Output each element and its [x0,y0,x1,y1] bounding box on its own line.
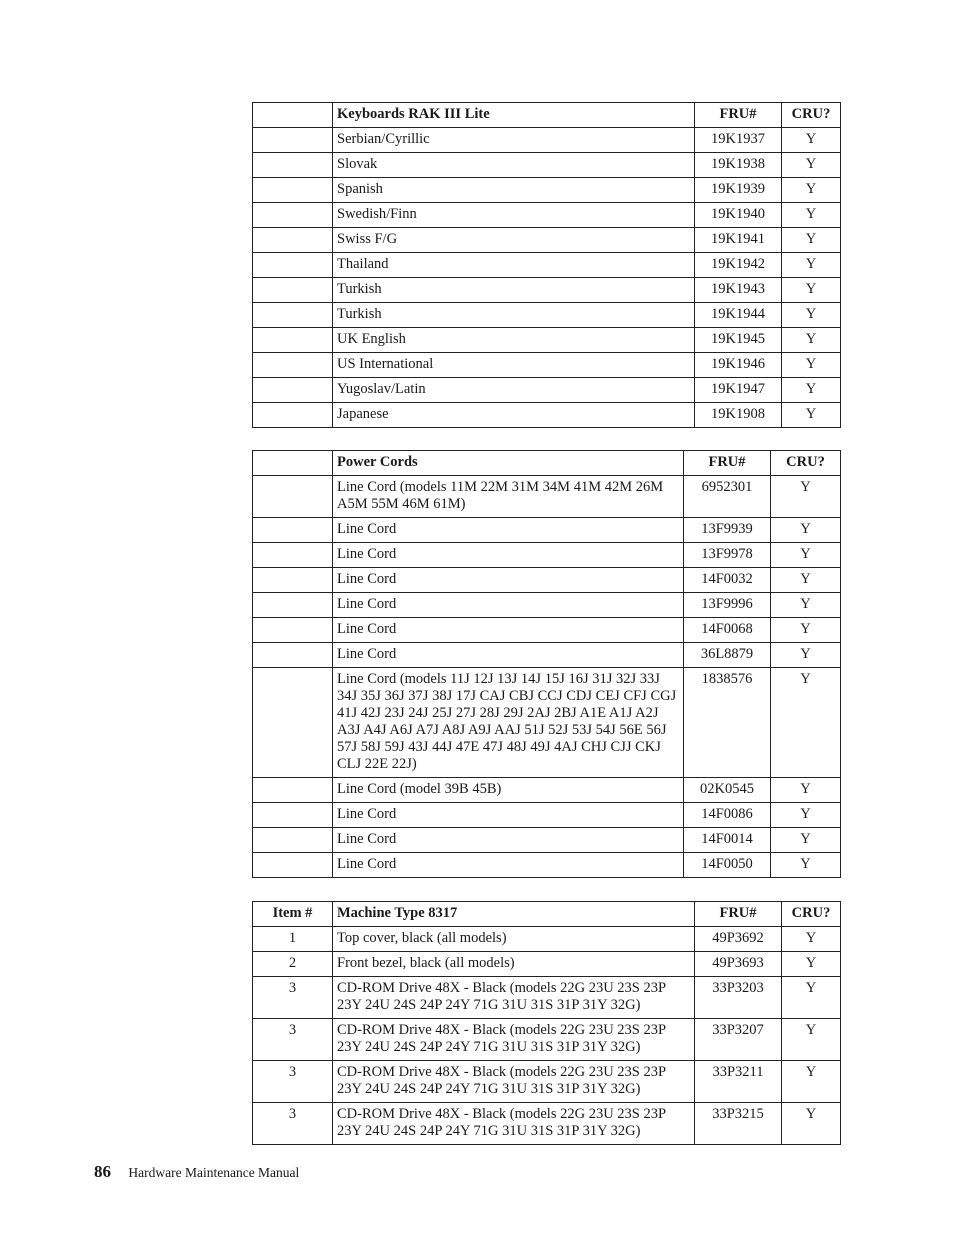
page-number: 86 [94,1162,111,1181]
column-header: CRU? [782,902,841,927]
fru-cell: 19K1940 [695,203,782,228]
column-header: Machine Type 8317 [333,902,695,927]
item-cell [253,278,333,303]
fru-cell: 14F0068 [684,618,771,643]
cru-cell: Y [782,253,841,278]
table-row [253,668,841,778]
description-cell: Spanish [333,178,695,203]
table-row [253,203,841,228]
cru-cell: Y [782,353,841,378]
table-row [253,303,841,328]
table-row [253,153,841,178]
item-cell [253,303,333,328]
item-cell: 2 [253,952,333,977]
cru-cell: Y [771,853,841,878]
table-row [253,977,841,1019]
fru-cell: 13F9978 [684,543,771,568]
manual-title: Hardware Maintenance Manual [128,1165,300,1180]
cru-cell: Y [782,977,841,1019]
fru-cell: 33P3211 [695,1061,782,1103]
column-header: Keyboards RAK III Lite [333,103,695,128]
description-cell: Line Cord [333,543,684,568]
cru-cell: Y [782,153,841,178]
fru-cell: 33P3215 [695,1103,782,1145]
item-cell: 3 [253,1103,333,1145]
item-cell [253,253,333,278]
cru-cell: Y [782,952,841,977]
description-cell: Japanese [333,403,695,428]
fru-cell: 33P3203 [695,977,782,1019]
table-row [253,618,841,643]
description-cell: Front bezel, black (all models) [333,952,695,977]
column-header [253,103,333,128]
description-cell: Thailand [333,253,695,278]
item-cell [253,518,333,543]
cru-cell: Y [771,643,841,668]
fru-cell: 19K1941 [695,228,782,253]
description-cell: UK English [333,328,695,353]
item-cell [253,178,333,203]
table-row [253,593,841,618]
table-row [253,518,841,543]
description-cell: Swedish/Finn [333,203,695,228]
fru-cell: 49P3692 [695,927,782,952]
item-cell [253,778,333,803]
fru-cell: 14F0086 [684,803,771,828]
cru-cell: Y [782,1019,841,1061]
cru-cell: Y [771,543,841,568]
keyboards-table [252,102,841,428]
item-cell: 3 [253,1019,333,1061]
cru-cell: Y [782,378,841,403]
description-cell: Serbian/Cyrillic [333,128,695,153]
item-cell [253,476,333,518]
cru-cell: Y [771,518,841,543]
table-row [253,927,841,952]
header-row [253,451,841,476]
item-cell: 3 [253,1061,333,1103]
item-cell [253,543,333,568]
cru-cell: Y [771,593,841,618]
column-header [253,451,333,476]
table-row [253,403,841,428]
table-row [253,128,841,153]
cru-cell: Y [782,178,841,203]
cru-cell: Y [771,803,841,828]
table-row [253,568,841,593]
table-row [253,803,841,828]
description-cell: Line Cord [333,593,684,618]
fru-cell: 19K1939 [695,178,782,203]
description-cell: Top cover, black (all models) [333,927,695,952]
cru-cell: Y [782,1103,841,1145]
cru-cell: Y [771,668,841,778]
fru-cell: 13F9996 [684,593,771,618]
item-cell [253,803,333,828]
table-row [253,1061,841,1103]
cru-cell: Y [782,228,841,253]
table-row [253,278,841,303]
cru-cell: Y [771,618,841,643]
item-cell [253,668,333,778]
cru-cell: Y [782,927,841,952]
cru-cell: Y [782,278,841,303]
table-row [253,853,841,878]
description-cell: Line Cord (model 39B 45B) [333,778,684,803]
cru-cell: Y [782,128,841,153]
table-row [253,778,841,803]
description-cell: Swiss F/G [333,228,695,253]
table-row [253,328,841,353]
description-cell: Line Cord [333,518,684,543]
table-row [253,378,841,403]
cru-cell: Y [771,568,841,593]
column-header: FRU# [695,902,782,927]
cru-cell: Y [782,303,841,328]
header-row [253,103,841,128]
description-cell: Line Cord [333,853,684,878]
table-row [253,253,841,278]
table-row [253,952,841,977]
table-row [253,643,841,668]
item-cell [253,353,333,378]
fru-cell: 14F0014 [684,828,771,853]
description-cell: Line Cord [333,643,684,668]
machine-type-table [252,901,841,1145]
item-cell [253,568,333,593]
fru-cell: 19K1937 [695,128,782,153]
fru-cell: 49P3693 [695,952,782,977]
column-header: FRU# [695,103,782,128]
item-cell [253,378,333,403]
description-cell: Turkish [333,278,695,303]
power-cords-table [252,450,841,878]
description-cell: Turkish [333,303,695,328]
table-row [253,178,841,203]
item-cell [253,853,333,878]
fru-cell: 19K1947 [695,378,782,403]
item-cell [253,128,333,153]
fru-cell: 36L8879 [684,643,771,668]
description-cell: Yugoslav/Latin [333,378,695,403]
column-header: CRU? [771,451,841,476]
description-cell: CD-ROM Drive 48X - Black (models 22G 23U 23S 23P 23Y 24U 24S 24P 24Y 71G 31U 31S 31P 31Y 32G) [333,977,695,1019]
cru-cell: Y [782,203,841,228]
item-cell [253,828,333,853]
description-cell: Line Cord (models 11J 12J 13J 14J 15J 16J 31J 32J 33J 34J 35J 36J 37J 38J 17J CAJ CBJ CCJ CDJ CEJ CFJ CGJ 41J 42J 23J 24J 25J 27J 28J 29J 2AJ 2BJ A1E A1J A2J A3J A4J A6J A7J A8J A9J AAJ 51J 52J 53J 54J 56E 56J 57J 58J 59J 43J 44J 47E 47J 48J 49J 4AJ CHJ CJJ CKJ CLJ 22E 22J) [333,668,684,778]
header-row [253,902,841,927]
item-cell [253,618,333,643]
description-cell: Line Cord [333,803,684,828]
fru-cell: 02K0545 [684,778,771,803]
item-cell [253,328,333,353]
column-header: FRU# [684,451,771,476]
fru-cell: 14F0032 [684,568,771,593]
item-cell [253,228,333,253]
column-header: CRU? [782,103,841,128]
item-cell [253,643,333,668]
description-cell: Line Cord [333,618,684,643]
fru-cell: 6952301 [684,476,771,518]
table-row [253,1019,841,1061]
item-cell: 1 [253,927,333,952]
column-header: Power Cords [333,451,684,476]
table-row [253,828,841,853]
item-cell [253,403,333,428]
table-row [253,228,841,253]
cru-cell: Y [782,328,841,353]
item-cell: 3 [253,977,333,1019]
table-row [253,353,841,378]
item-cell [253,593,333,618]
fru-cell: 33P3207 [695,1019,782,1061]
fru-cell: 19K1945 [695,328,782,353]
item-cell [253,203,333,228]
fru-cell: 19K1944 [695,303,782,328]
page-footer [94,1162,299,1182]
fru-cell: 19K1943 [695,278,782,303]
fru-cell: 1838576 [684,668,771,778]
item-cell [253,153,333,178]
table-row [253,476,841,518]
fru-cell: 19K1908 [695,403,782,428]
cru-cell: Y [771,778,841,803]
description-cell: Line Cord [333,828,684,853]
fru-cell: 19K1942 [695,253,782,278]
cru-cell: Y [771,828,841,853]
description-cell: CD-ROM Drive 48X - Black (models 22G 23U 23S 23P 23Y 24U 24S 24P 24Y 71G 31U 31S 31P 31Y 32G) [333,1061,695,1103]
fru-cell: 19K1946 [695,353,782,378]
description-cell: CD-ROM Drive 48X - Black (models 22G 23U 23S 23P 23Y 24U 24S 24P 24Y 71G 31U 31S 31P 31Y 32G) [333,1103,695,1145]
description-cell: CD-ROM Drive 48X - Black (models 22G 23U 23S 23P 23Y 24U 24S 24P 24Y 71G 31U 31S 31P 31Y 32G) [333,1019,695,1061]
table-row [253,543,841,568]
fru-cell: 13F9939 [684,518,771,543]
fru-cell: 19K1938 [695,153,782,178]
description-cell: US International [333,353,695,378]
description-cell: Line Cord [333,568,684,593]
fru-cell: 14F0050 [684,853,771,878]
column-header: Item # [253,902,333,927]
cru-cell: Y [782,403,841,428]
table-row [253,1103,841,1145]
cru-cell: Y [782,1061,841,1103]
description-cell: Line Cord (models 11M 22M 31M 34M 41M 42M 26M A5M 55M 46M 61M) [333,476,684,518]
description-cell: Slovak [333,153,695,178]
cru-cell: Y [771,476,841,518]
